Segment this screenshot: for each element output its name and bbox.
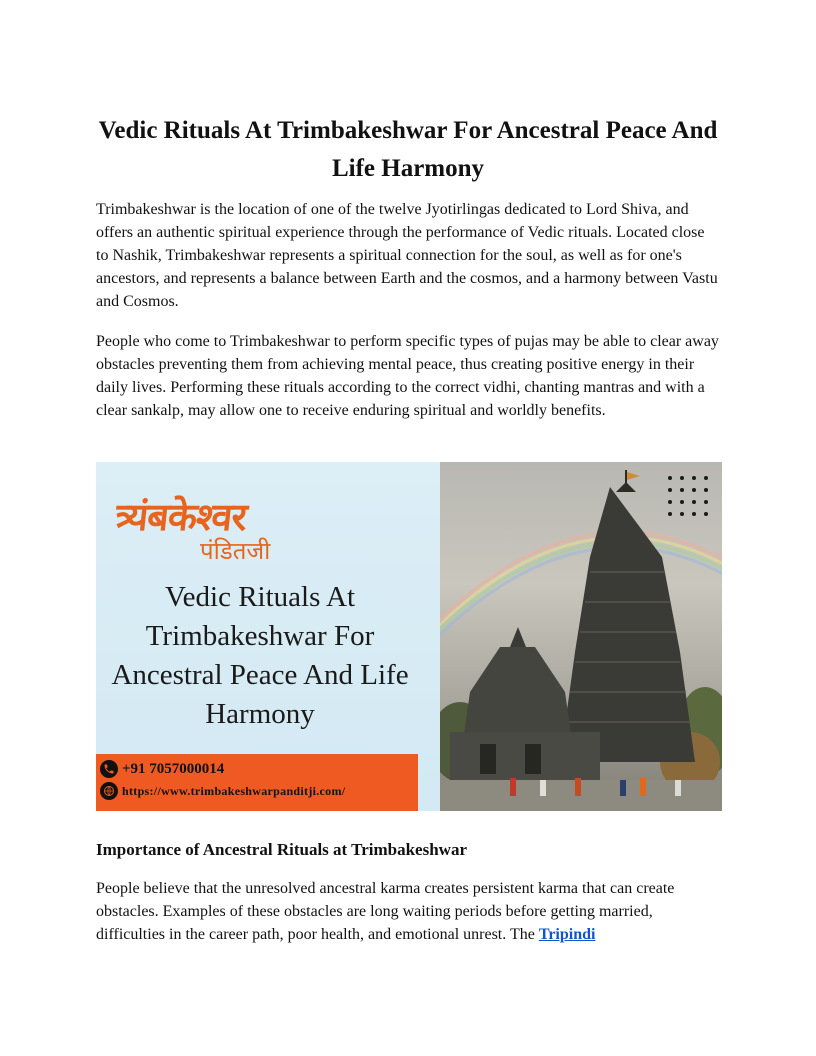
website-row: [100, 782, 345, 800]
website-url: https://www.trimbakeshwarpanditji.com/: [122, 783, 346, 798]
phone-number: +91 7057000014: [122, 760, 225, 777]
phone-icon: [100, 760, 118, 778]
page-title: Vedic Rituals At Trimbakeshwar For Ancestral Peace And Life Harmony: [98, 117, 718, 182]
intro-paragraph: Trimbakeshwar is the location of one of the twelve Jyotirlingas dedicated to Lord Shiva, and offers an authentic spiritual experience through the performance of Vedic rituals. Located close to Nashik, Trimbakeshwar represents a spiritual connection for the soul, as well as for one's ancestors, and represents a balance between Earth and the cosmos, and a harmony between Vastu and Cosmos.: [96, 201, 718, 310]
phone-row: [100, 760, 224, 778]
banner-text-panel: [96, 462, 440, 811]
section-heading: Importance of Ancestral Rituals at Trimbakeshwar: [96, 840, 467, 859]
contact-bar: [96, 754, 418, 811]
brand-logo-subtext: पंडितजी: [200, 537, 271, 565]
ancestral-paragraph-text: People believe that the unresolved ancestral karma creates persistent karma that can create obstacles. Examples of these obstacles are long waiting periods before getting married, difficulties in the career path, poor health, and emotional unrest. The: [96, 880, 675, 943]
tripindi-link[interactable]: Tripindi: [538, 926, 596, 943]
banner-image: [96, 462, 722, 811]
temple-photo: [440, 462, 722, 811]
decorative-dots: [668, 476, 708, 516]
ancestral-paragraph: [96, 877, 720, 946]
benefits-paragraph: People who come to Trimbakeshwar to perform specific types of pujas may be able to clear away obstacles preventing them from achieving mental peace, thus creating positive energy in their daily lives. Performing these rituals according to the correct vidhi, chanting mantras and with a clear sankalp, may allow one to receive enduring spiritual and worldly benefits.: [96, 333, 719, 419]
globe-icon: [100, 782, 118, 800]
brand-logo-text: त्र्यंबकेश्वर: [113, 495, 249, 539]
banner-title: Vedic Rituals At Trimbakeshwar For Ancestral Peace And Life Harmony: [111, 581, 409, 730]
